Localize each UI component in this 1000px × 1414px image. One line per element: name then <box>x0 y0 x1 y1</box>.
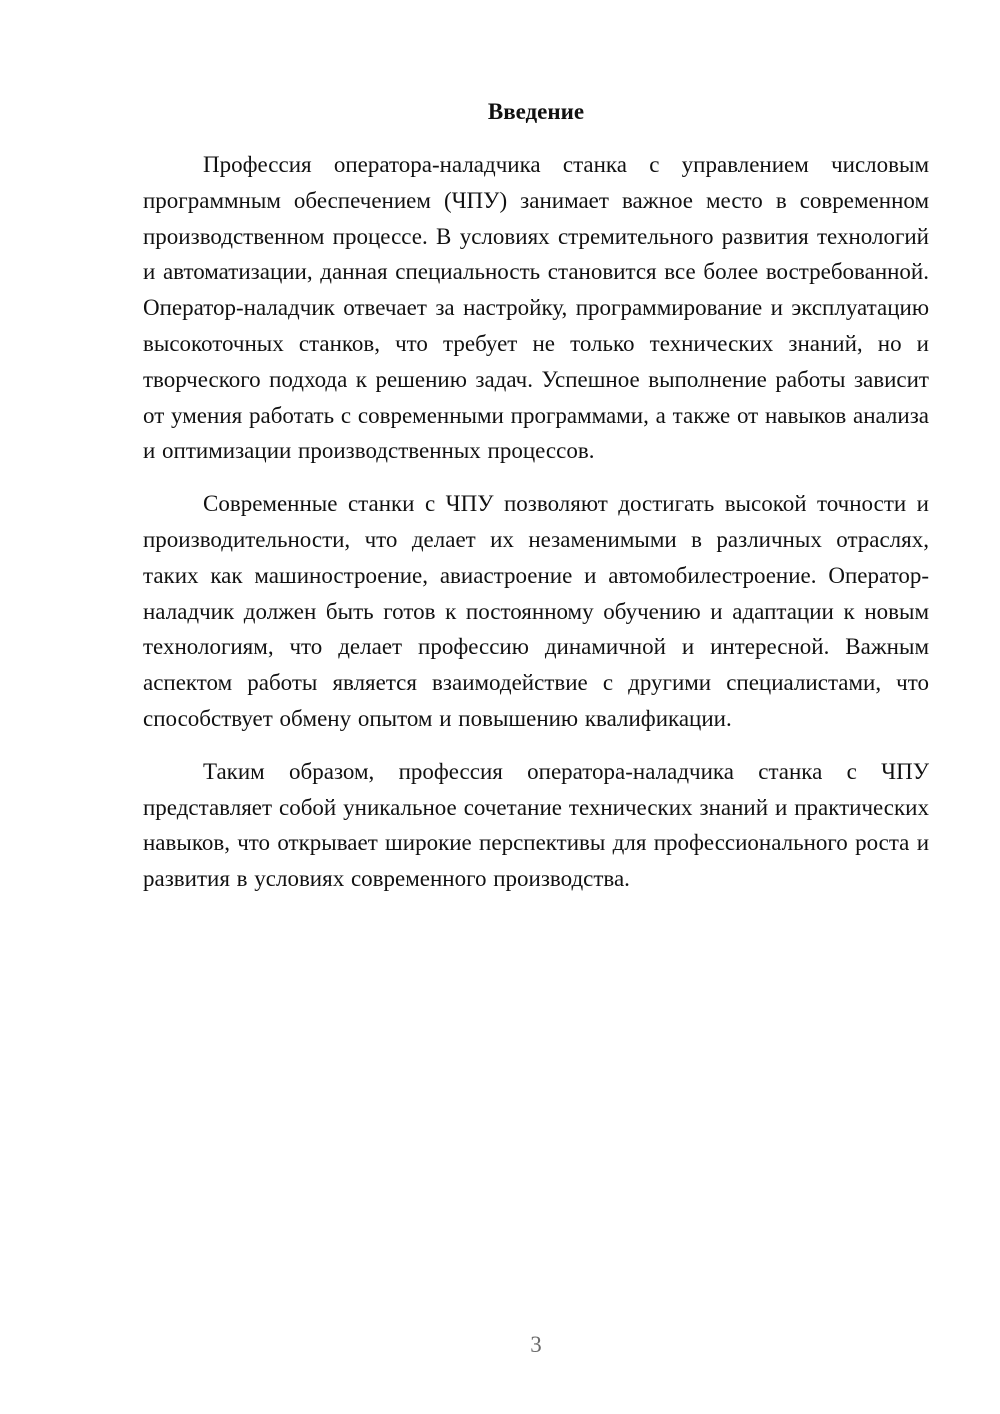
page-number: 3 <box>530 1332 542 1357</box>
paragraph-modern-machines: Современные станки с ЧПУ позволяют достигать высокой точности и производительности, что делает их незаменимыми в различных отраслях, таких как машиностроение, авиастроение и автомобилестроение. Оператор-наладчик должен быть готов к постоянному обучению и адаптации к новым технологиям, что делает профессию динамичной и интересной. Важным аспектом работы является взаимодействие с другими специалистами, что способствует обмену опытом и повышению квалификации. <box>143 491 929 731</box>
text-column <box>143 94 929 914</box>
paragraph-conclusion: Таким образом, профессия оператора-наладчика станка с ЧПУ представляет собой уникальное сочетание технических знаний и практических навыков, что открывает широкие перспективы для профессионального роста и развития в условиях современного производства. <box>143 758 929 892</box>
paragraph-intro: Профессия оператора-наладчика станка с управлением числовым программным обеспечением (ЧПУ) занимает важное место в современном производственном процессе. В условиях стремительного развития технологий и автоматизации, данная специальность становится все более востребованной. Оператор-наладчик отвечает за настройку, программирование и эксплуатацию высокоточных станков, что требует не только технических знаний, но и творческого подхода к решению задач. Успешное выполнение работы зависит от умения работать с современными программами, а также от навыков анализа и оптимизации производственных процессов. <box>143 152 929 464</box>
page-title: Введение <box>487 99 585 124</box>
